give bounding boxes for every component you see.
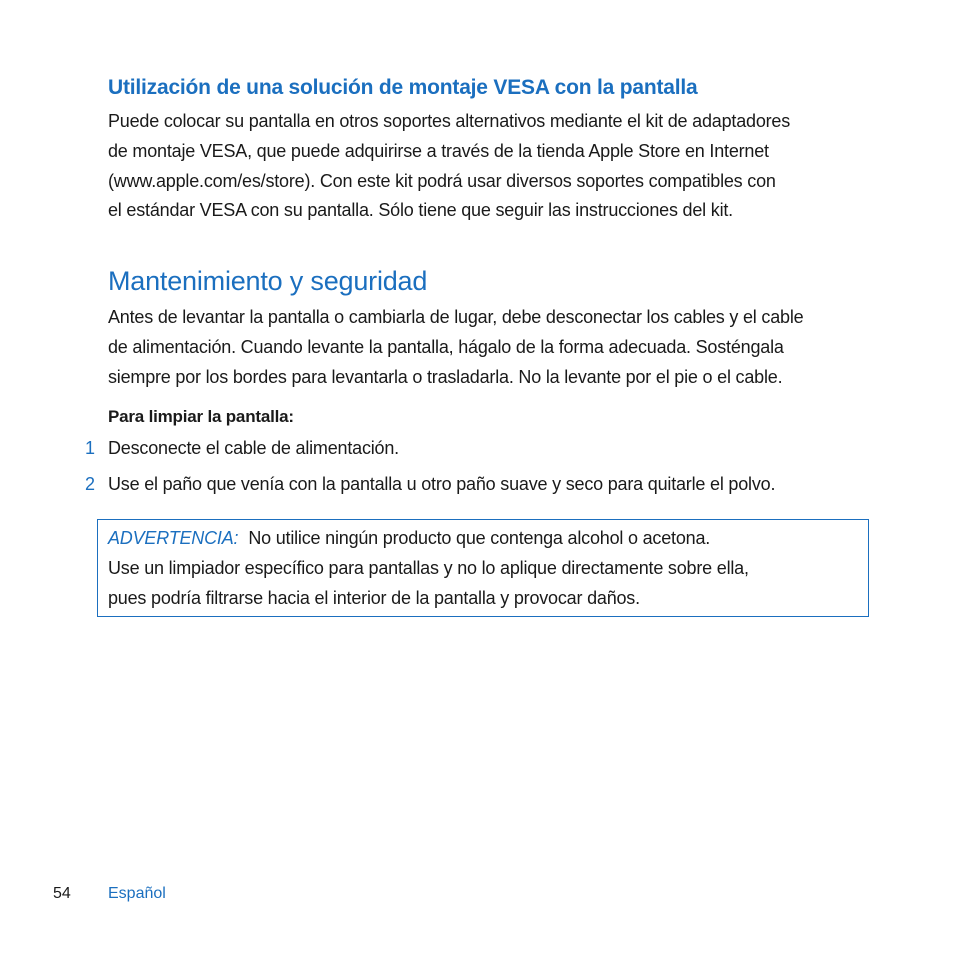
paragraph-line: (www.apple.com/es/store). Con este kit podrá usar diversos soportes compatibles con	[108, 170, 776, 191]
warning-line1: No utilice ningún producto que contenga alcohol o acetona.	[248, 528, 711, 548]
step-text: Use el paño que venía con la pantalla u otro paño suave y seco para quitarle el polvo.	[108, 474, 776, 494]
step-number: 2	[85, 474, 96, 494]
paragraph-maintenance	[108, 303, 803, 392]
paragraph-line: siempre por los bordes para levantarla o trasladarla. No la levante por el pie o el cable.	[108, 366, 783, 387]
step-number: 1	[85, 438, 96, 458]
paragraph-line: de alimentación. Cuando levante la pantalla, hágalo de la forma adecuada. Sosténgala	[108, 336, 784, 357]
steps-title: Para limpiar la pantalla:	[108, 407, 294, 426]
paragraph-line: Puede colocar su pantalla en otros soportes alternativos mediante el kit de adaptadores	[108, 111, 791, 131]
footer-language-label: Español	[108, 885, 166, 902]
section-heading-maintenance: Mantenimiento y seguridad	[108, 266, 428, 296]
warning-label: ADVERTENCIA:	[108, 528, 239, 548]
step-text: Desconecte el cable de alimentación.	[108, 438, 399, 458]
page-number: 54	[53, 885, 71, 902]
paragraph-line: de montaje VESA, que puede adquirirse a través de la tienda Apple Store en Internet	[108, 140, 769, 161]
warning-line2: Use un limpiador específico para pantallas y no lo aplique directamente sobre ella,	[108, 558, 749, 578]
paragraph-line: Antes de levantar la pantalla o cambiarla de lugar, debe desconectar los cables y el cable	[108, 307, 804, 327]
warning-line3: pues podría filtrarse hacia el interior de la pantalla y provocar daños.	[108, 588, 640, 608]
warning-text	[108, 523, 749, 613]
paragraph-line: el estándar VESA con su pantalla. Sólo tiene que seguir las instrucciones del kit.	[108, 200, 733, 221]
section-heading-vesa: Utilización de una solución de montaje VESA con la pantalla	[108, 76, 698, 99]
paragraph-vesa	[108, 107, 790, 226]
warning-line	[108, 523, 749, 553]
